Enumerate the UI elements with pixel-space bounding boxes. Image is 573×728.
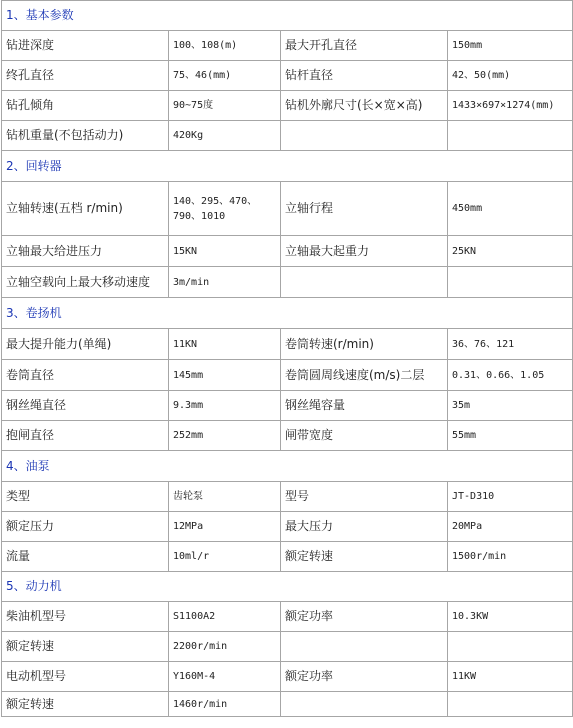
param-value	[448, 121, 573, 151]
table-row	[2, 662, 573, 692]
table-row	[2, 329, 573, 360]
table-row	[2, 360, 573, 391]
param-value: Y160M-4	[169, 662, 281, 692]
table-row	[2, 512, 573, 542]
param-value: 20MPa	[448, 512, 573, 542]
section-title: 3、卷扬机	[2, 298, 573, 329]
param-value: 15KN	[169, 236, 281, 267]
param-label: 卷筒转速(r/min)	[281, 329, 448, 360]
param-label: 终孔直径	[2, 61, 169, 91]
param-value	[448, 692, 573, 717]
section-header	[2, 1, 573, 31]
param-label: 卷筒圆周线速度(m/s)二层	[281, 360, 448, 391]
param-value: 100、108(m)	[169, 31, 281, 61]
table-row	[2, 692, 573, 717]
param-value: 9.3mm	[169, 391, 281, 421]
param-label: 最大压力	[281, 512, 448, 542]
param-label: 钻进深度	[2, 31, 169, 61]
param-label: 流量	[2, 542, 169, 572]
param-label: 立轴转速(五档 r/min)	[2, 182, 169, 236]
param-value	[448, 267, 573, 298]
param-label: 立轴最大给进压力	[2, 236, 169, 267]
table-row	[2, 632, 573, 662]
section-header	[2, 298, 573, 329]
param-value: JT-D310	[448, 482, 573, 512]
param-value: 10ml/r	[169, 542, 281, 572]
param-label: 额定功率	[281, 602, 448, 632]
param-value: 12MPa	[169, 512, 281, 542]
table-row	[2, 31, 573, 61]
param-value: 42、50(mm)	[448, 61, 573, 91]
param-value: 1460r/min	[169, 692, 281, 717]
table-row	[2, 602, 573, 632]
param-value: 55mm	[448, 421, 573, 451]
param-label: 类型	[2, 482, 169, 512]
param-value: 0.31、0.66、1.05	[448, 360, 573, 391]
table-row	[2, 391, 573, 421]
param-label: 立轴行程	[281, 182, 448, 236]
param-value: 10.3KW	[448, 602, 573, 632]
param-label: 额定转速	[2, 632, 169, 662]
param-value: 1433×697×1274(mm)	[448, 91, 573, 121]
section-header	[2, 151, 573, 182]
section-title: 5、动力机	[2, 572, 573, 602]
param-label: 电动机型号	[2, 662, 169, 692]
param-label: 型号	[281, 482, 448, 512]
param-label: 额定转速	[2, 692, 169, 717]
param-label: 额定压力	[2, 512, 169, 542]
param-value: S1100A2	[169, 602, 281, 632]
param-value: 11KW	[448, 662, 573, 692]
param-value	[448, 632, 573, 662]
param-value: 145mm	[169, 360, 281, 391]
table-row	[2, 61, 573, 91]
param-label	[281, 121, 448, 151]
param-label: 钢丝绳容量	[281, 391, 448, 421]
table-row	[2, 182, 573, 236]
param-value: 450mm	[448, 182, 573, 236]
spec-table	[1, 0, 573, 717]
param-value: 11KN	[169, 329, 281, 360]
param-value: 150mm	[448, 31, 573, 61]
param-label	[281, 692, 448, 717]
param-value: 420Kg	[169, 121, 281, 151]
param-label: 最大开孔直径	[281, 31, 448, 61]
param-label	[281, 632, 448, 662]
section-header	[2, 572, 573, 602]
param-value: 齿轮泵	[169, 482, 281, 512]
param-value: 36、76、121	[448, 329, 573, 360]
section-header	[2, 451, 573, 482]
table-row	[2, 267, 573, 298]
table-row	[2, 91, 573, 121]
param-value: 75、46(mm)	[169, 61, 281, 91]
table-row	[2, 542, 573, 572]
param-label: 额定功率	[281, 662, 448, 692]
param-value: 3m/min	[169, 267, 281, 298]
param-label: 钢丝绳直径	[2, 391, 169, 421]
param-value: 1500r/min	[448, 542, 573, 572]
param-label: 柴油机型号	[2, 602, 169, 632]
param-label: 钻机外廓尺寸(长×宽×高)	[281, 91, 448, 121]
param-label: 额定转速	[281, 542, 448, 572]
param-value: 2200r/min	[169, 632, 281, 662]
param-label: 钻杆直径	[281, 61, 448, 91]
section-title: 4、油泵	[2, 451, 573, 482]
param-label: 抱闸直径	[2, 421, 169, 451]
table-row	[2, 421, 573, 451]
param-label: 钻孔倾角	[2, 91, 169, 121]
param-value: 90~75度	[169, 91, 281, 121]
section-title: 1、基本参数	[2, 1, 573, 31]
param-value: 140、295、470、790、1010	[169, 182, 281, 236]
param-label: 闸带宽度	[281, 421, 448, 451]
table-row	[2, 121, 573, 151]
param-label	[281, 267, 448, 298]
param-label: 卷筒直径	[2, 360, 169, 391]
param-value: 25KN	[448, 236, 573, 267]
section-title: 2、回转器	[2, 151, 573, 182]
table-row	[2, 236, 573, 267]
param-label: 立轴空载向上最大移动速度	[2, 267, 169, 298]
param-label: 最大提升能力(单绳)	[2, 329, 169, 360]
table-row	[2, 482, 573, 512]
param-value: 35m	[448, 391, 573, 421]
param-value: 252mm	[169, 421, 281, 451]
param-label: 钻机重量(不包括动力)	[2, 121, 169, 151]
param-label: 立轴最大起重力	[281, 236, 448, 267]
